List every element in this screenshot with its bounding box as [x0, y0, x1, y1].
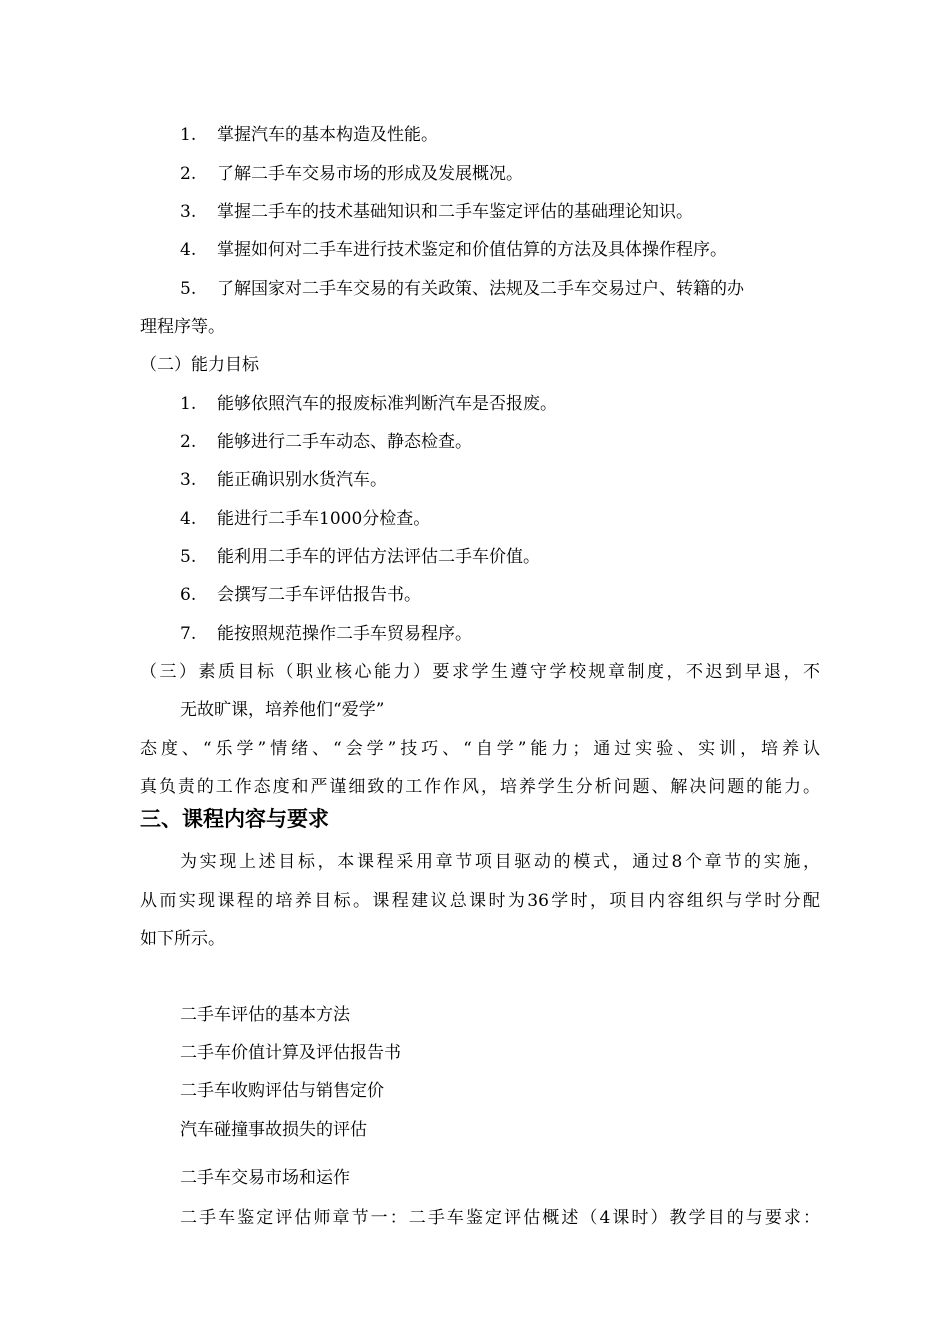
- item-text: 掌握二手车的技术基础知识和二手车鉴定评估的基础理论知识。: [217, 202, 693, 222]
- ability-item-3: [180, 468, 387, 492]
- item-number: 3.: [180, 202, 197, 222]
- item-number: 3.: [180, 470, 197, 490]
- item-number: 4.: [180, 240, 197, 260]
- item-number: 5.: [180, 547, 197, 567]
- section-3-title: 三、课程内容与要求: [140, 807, 329, 831]
- knowledge-item-1: [180, 123, 438, 147]
- item-text: 能够进行二手车动态、静态检查。: [217, 432, 472, 452]
- item-text: 了解二手车交易市场的形成及发展概况。: [217, 164, 523, 184]
- ability-item-6: [180, 583, 421, 607]
- knowledge-item-5: [180, 277, 744, 301]
- item-number: 4.: [180, 509, 197, 529]
- quality-line-4: 真负责的工作态度和严谨细致的工作作风，培养学生分析问题、解决问题的能力。: [140, 777, 820, 797]
- ability-item-5: [180, 545, 540, 569]
- section-3-paragraph-line-1: 为实现上述目标，本课程采用章节项目驱动的模式，通过8个章节的实施，: [180, 852, 820, 872]
- item-number: 1.: [180, 394, 197, 414]
- item-text: 掌握汽车的基本构造及性能。: [217, 125, 438, 145]
- knowledge-item-4: [180, 238, 727, 262]
- chapter-item: 二手车评估的基本方法: [180, 1005, 350, 1025]
- quality-line-1: （三）素质目标（职业核心能力）要求学生遵守学校规章制度，不迟到早退，不: [140, 662, 820, 682]
- ability-item-1: [180, 392, 557, 416]
- ability-item-4: [180, 507, 430, 531]
- knowledge-item-2: [180, 162, 523, 186]
- item-text: 能够依照汽车的报废标准判断汽车是否报废。: [217, 394, 557, 414]
- knowledge-item-5-continuation: 理程序等。: [140, 317, 225, 337]
- item-number: 7.: [180, 624, 197, 644]
- chapter-item: 汽车碰撞事故损失的评估: [180, 1120, 367, 1140]
- item-text: 能正确识别水货汽车。: [217, 470, 387, 490]
- item-text: 掌握如何对二手车进行技术鉴定和价值估算的方法及具体操作程序。: [217, 240, 727, 260]
- chapter-item: 二手车价值计算及评估报告书: [180, 1043, 401, 1063]
- item-text: 能进行二手车1000分检查。: [217, 509, 431, 529]
- item-number: 6.: [180, 585, 197, 605]
- ability-item-2: [180, 430, 472, 454]
- item-number: 1.: [180, 125, 197, 145]
- knowledge-item-3: [180, 200, 693, 224]
- item-number: 2.: [180, 432, 197, 452]
- item-text: 了解国家对二手车交易的有关政策、法规及二手车交易过户、转籍的办: [217, 279, 744, 299]
- chapter-item: 二手车鉴定评估师章节一：二手车鉴定评估概述（4课时）教学目的与要求：: [180, 1208, 820, 1228]
- ability-item-7: [180, 622, 472, 646]
- ability-heading: （二）能力目标: [140, 355, 259, 375]
- item-number: 5.: [180, 279, 197, 299]
- item-number: 2.: [180, 164, 197, 184]
- quality-line-3: 态度、“乐学”情绪、“会学”技巧、“自学”能力；通过实验、实训，培养认: [140, 739, 820, 759]
- item-text: 能利用二手车的评估方法评估二手车价值。: [217, 547, 540, 567]
- quality-line-2: 无故旷课，培养他们“爱学”: [180, 700, 385, 720]
- item-text: 能按照规范操作二手车贸易程序。: [217, 624, 472, 644]
- chapter-item: 二手车收购评估与销售定价: [180, 1081, 384, 1101]
- item-text: 会撰写二手车评估报告书。: [217, 585, 421, 605]
- chapter-item: 二手车交易市场和运作: [180, 1168, 350, 1188]
- section-3-paragraph-line-3: 如下所示。: [140, 929, 225, 949]
- section-3-paragraph-line-2: 从而实现课程的培养目标。课程建议总课时为36学时，项目内容组织与学时分配: [140, 891, 820, 911]
